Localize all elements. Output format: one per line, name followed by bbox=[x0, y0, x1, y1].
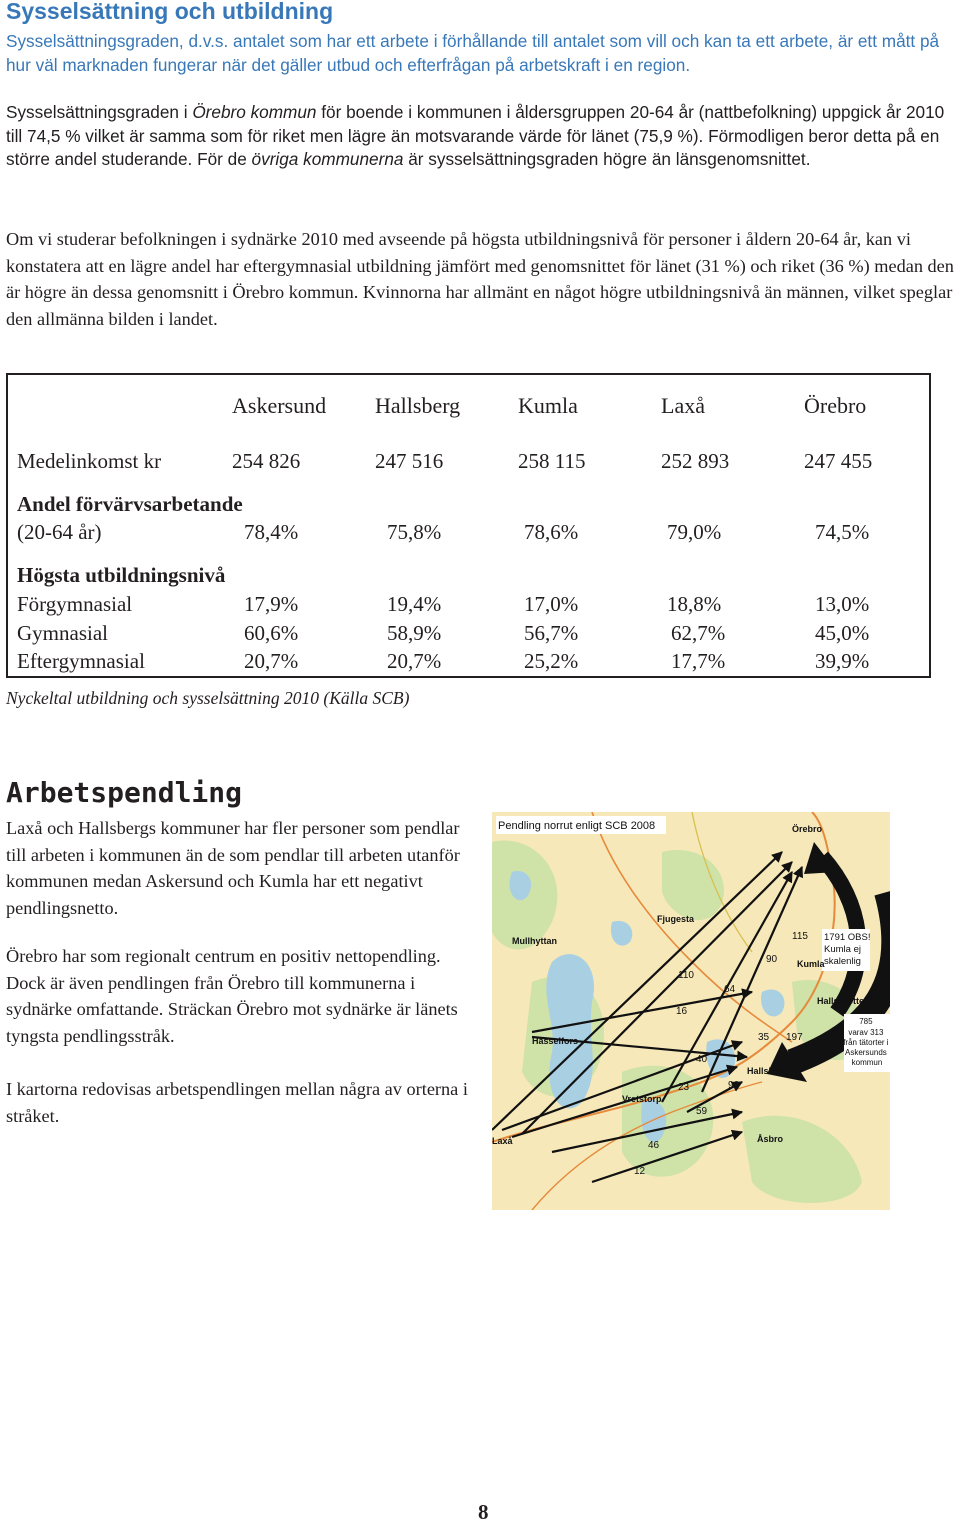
note-askersund-line: varav 313 bbox=[848, 1028, 884, 1037]
edu-post-askersund: 20,7% bbox=[244, 649, 299, 673]
table-caption: Nyckeltal utbildning och sysselsättning 2010 (Källa SCB) bbox=[6, 688, 410, 708]
note-kumla-line: Kumla ej bbox=[824, 944, 861, 955]
flow-label: 197 bbox=[786, 1032, 803, 1043]
col-header-askersund: Askersund bbox=[232, 393, 327, 418]
employed-hallsberg: 75,8% bbox=[387, 520, 442, 544]
edu-post-laxa: 17,7% bbox=[671, 649, 726, 673]
map-title: Pendling norrut enligt SCB 2008 bbox=[498, 820, 656, 832]
section-heading-commuting: Arbetspendling bbox=[6, 776, 243, 809]
employed-laxa: 79,0% bbox=[667, 520, 722, 544]
note-askersund-line: 785 bbox=[859, 1017, 873, 1026]
flow-label: 96 bbox=[728, 1080, 740, 1091]
row-label-employed: Andel förvärvsarbetande bbox=[17, 492, 243, 516]
education-paragraph: Om vi studerar befolkningen i sydnärke 2010 med avseende på högsta utbildningsnivå för personer i åldern 20-64 år, kan vi konstatera att en lägre andel har eftergymnasial utbildning jämfört med genomsnittet för länet (31 %) och riket (36 %) medan den är högre än dessa genomsnitt i Örebro kommun. Kvinnorna har allmänt en något högre utbildningsnivå än männen, vilket speglar den allmänna bilden i landet. bbox=[6, 229, 954, 329]
edu-gym-orebro: 45,0% bbox=[815, 621, 870, 645]
note-kumla-line: skalenlig bbox=[824, 956, 861, 967]
edu-gym-hallsberg: 58,9% bbox=[387, 621, 442, 645]
map-svg bbox=[492, 812, 890, 1210]
edu-pre-orebro: 13,0% bbox=[815, 592, 870, 616]
edu-label-post: Eftergymnasial bbox=[17, 649, 145, 673]
row-label-education: Högsta utbildningsnivå bbox=[17, 563, 226, 587]
key-figures-table bbox=[6, 373, 931, 678]
edu-pre-kumla: 17,0% bbox=[524, 592, 579, 616]
employed-orebro: 74,5% bbox=[815, 520, 870, 544]
flow-label: 110 bbox=[678, 970, 694, 981]
col-header-kumla: Kumla bbox=[518, 393, 578, 418]
flow-label: 35 bbox=[758, 1032, 770, 1043]
place-label: Kumla bbox=[797, 959, 825, 969]
income-hallsberg: 247 516 bbox=[375, 449, 444, 473]
page-number: 8 bbox=[478, 1500, 489, 1524]
place-label: Hallsbrottet bbox=[817, 996, 868, 1006]
edu-post-hallsberg: 20,7% bbox=[387, 649, 442, 673]
commuting-paragraph-1: Laxå och Hallsbergs kommuner har fler personer som pendlar till arbeten i kommunen än de som pendlar till arbeten utanför kommunen medan Askersund och Kumla har ett negativt pendlingsnetto. bbox=[6, 818, 460, 918]
p1-text-3: är sysselsättningsgraden högre än länsgenomsnittet. bbox=[403, 149, 811, 169]
place-label: Fjugesta bbox=[657, 914, 695, 924]
edu-pre-askersund: 17,9% bbox=[244, 592, 299, 616]
place-label: Hallsberg bbox=[747, 1066, 789, 1076]
col-header-laxa: Laxå bbox=[661, 393, 705, 418]
employment-paragraph bbox=[6, 101, 956, 172]
edu-pre-hallsberg: 19,4% bbox=[387, 592, 442, 616]
income-askersund: 254 826 bbox=[232, 449, 301, 473]
flow-label: 64 bbox=[724, 984, 736, 995]
place-label: Mullhyttan bbox=[512, 936, 557, 946]
note-kumla-line: 1791 OBS! bbox=[824, 932, 871, 943]
note-askersund-line: från tätorter i bbox=[843, 1038, 889, 1047]
col-header-orebro: Örebro bbox=[804, 393, 867, 418]
commuting-paragraph-3: I kartorna redovisas arbetspendlingen mellan några av orterna i stråket. bbox=[6, 1079, 468, 1126]
edu-pre-laxa: 18,8% bbox=[667, 592, 722, 616]
employed-askersund: 78,4% bbox=[244, 520, 299, 544]
income-kumla: 258 115 bbox=[518, 449, 586, 473]
flow-label: 12 bbox=[634, 1166, 646, 1177]
place-label: Åsbro bbox=[757, 1134, 784, 1144]
edu-post-kumla: 25,2% bbox=[524, 649, 579, 673]
p1-em-2: övriga kommunerna bbox=[251, 149, 404, 169]
employed-kumla: 78,6% bbox=[524, 520, 579, 544]
edu-gym-askersund: 60,6% bbox=[244, 621, 299, 645]
p1-em-1: Örebro kommun bbox=[192, 102, 317, 122]
intro-paragraph: Sysselsättningsgraden, d.v.s. antalet som har ett arbete i förhållande till antalet som vill och kan ta ett arbete, är ett mått på hur väl marknaden fungerar när det gäller utbud och efterfrågan på arbetskraft i en region. bbox=[6, 31, 940, 75]
place-label: Örebro bbox=[792, 824, 823, 834]
place-label: Vretstorp bbox=[622, 1094, 662, 1104]
row-label-income: Medelinkomst kr bbox=[17, 449, 162, 473]
row-label-employed-age: (20-64 år) bbox=[17, 520, 102, 544]
edu-gym-kumla: 56,7% bbox=[524, 621, 579, 645]
income-laxa: 252 893 bbox=[661, 449, 730, 473]
note-askersund-line: Askersunds bbox=[844, 1048, 887, 1057]
p1-text-2: för boende i kommunen i åldersgruppen 20-64 år (nattbefolkning) uppgick år 2010 till 74,5 % vilket är samma som för riket men lägre än motsvarande värde för länet (75,9 %). Förmodligen beror detta på en större andel studerande. För de bbox=[6, 102, 945, 169]
commuting-paragraph-2: Örebro har som regionalt centrum en positiv nettopendling. Dock är även pendlingen från Örebro till kommunerna i sydnärke omfattande. Sträckan Örebro mot sydnärke är länets tyngsta pendlingsstråk. bbox=[6, 946, 458, 1046]
income-orebro: 247 455 bbox=[804, 449, 873, 473]
flow-label: 115 bbox=[792, 931, 808, 942]
edu-label-pre: Förgymnasial bbox=[17, 592, 133, 616]
flow-label: 46 bbox=[648, 1140, 660, 1151]
edu-gym-laxa: 62,7% bbox=[671, 621, 726, 645]
place-label: Hasselfors bbox=[532, 1036, 579, 1046]
edu-label-gym: Gymnasial bbox=[17, 621, 108, 645]
note-askersund-line: kommun bbox=[851, 1058, 883, 1067]
flow-label: 16 bbox=[676, 1006, 688, 1017]
flow-label: 59 bbox=[696, 1106, 708, 1117]
flow-label: 90 bbox=[766, 954, 778, 965]
col-header-hallsberg: Hallsberg bbox=[375, 393, 461, 418]
page-title: Sysselsättning och utbildning bbox=[6, 0, 334, 24]
p1-text-1: Sysselsättningsgraden i bbox=[6, 102, 193, 122]
edu-post-orebro: 39,9% bbox=[815, 649, 870, 673]
commuting-map bbox=[492, 812, 890, 1210]
flow-label: 23 bbox=[678, 1082, 690, 1093]
place-label: Laxå bbox=[492, 1136, 513, 1146]
flow-label: 40 bbox=[696, 1054, 708, 1065]
